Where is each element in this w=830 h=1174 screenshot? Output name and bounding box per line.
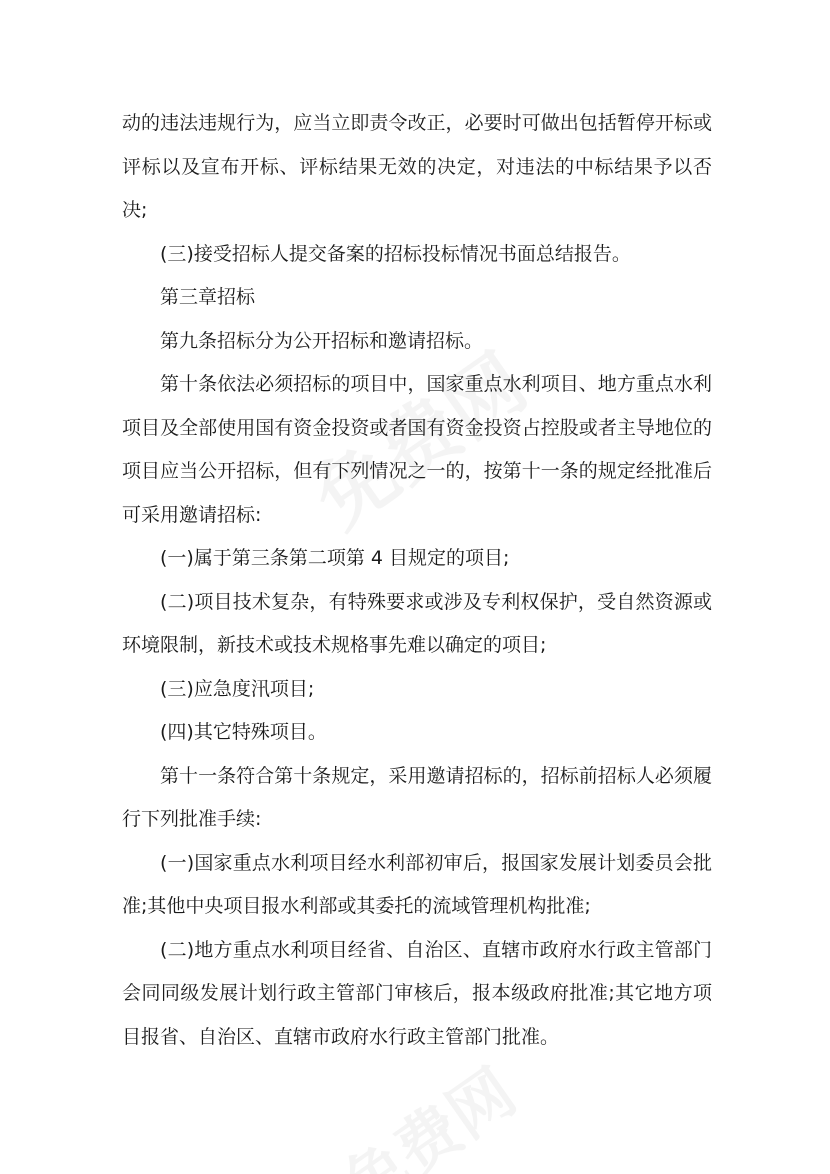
article-10-item-2: (二)项目技术复杂，有特殊要求或涉及专利权保护，受自然资源或环境限制，新技术或技术规格事先难以确定的项目; (122, 590, 712, 656)
paragraph-continuation: 动的违法违规行为，应当立即责令改正，必要时可做出包括暂停开标或评标以及宣布开标、评标结果无效的决定，对违法的中标结果予以否决; (122, 112, 712, 221)
article-10-item-3: (三)应急度汛项目; (160, 677, 315, 700)
paragraph-item-3-report: (三)接受招标人提交备案的招标投标情况书面总结报告。 (160, 242, 631, 265)
watermark-bottom (321, 1043, 531, 1174)
article-10-item-1: (一)属于第三条第二项第 4 目规定的项目; (160, 547, 510, 569)
article-9: 第九条招标分为公开招标和邀请招标。 (160, 329, 484, 352)
article-11: 第十一条符合第十条规定，采用邀请招标的，招标前招标人必须履行下列批准手续: (122, 764, 712, 830)
article-11-item-1: (一)国家重点水利项目经水利部初审后，报国家发展计划委员会批准;其他中央项目报水利部或其委托的流域管理机构批准; (122, 851, 712, 917)
document-body (122, 102, 712, 1059)
chapter-heading: 第三章招标 (160, 286, 256, 308)
article-10-item-4: (四)其它特殊项目。 (160, 721, 327, 743)
article-11-item-2: (二)地方重点水利项目经省、自治区、直辖市政府水行政主管部门会同同级发展计划行政主管部门审核后，报本级政府批准;其它地方项目报省、自治区、直辖市政府水行政主管部门批准。 (122, 938, 712, 1048)
article-10: 第十条依法必须招标的项目中，国家重点水利项目、地方重点水利项目及全部使用国有资金投资或者国有资金投资占控股或者主导地位的项目应当公开招标，但有下列情况之一的，按第十一条的规定经批准后可采用邀请招标: (122, 373, 712, 526)
